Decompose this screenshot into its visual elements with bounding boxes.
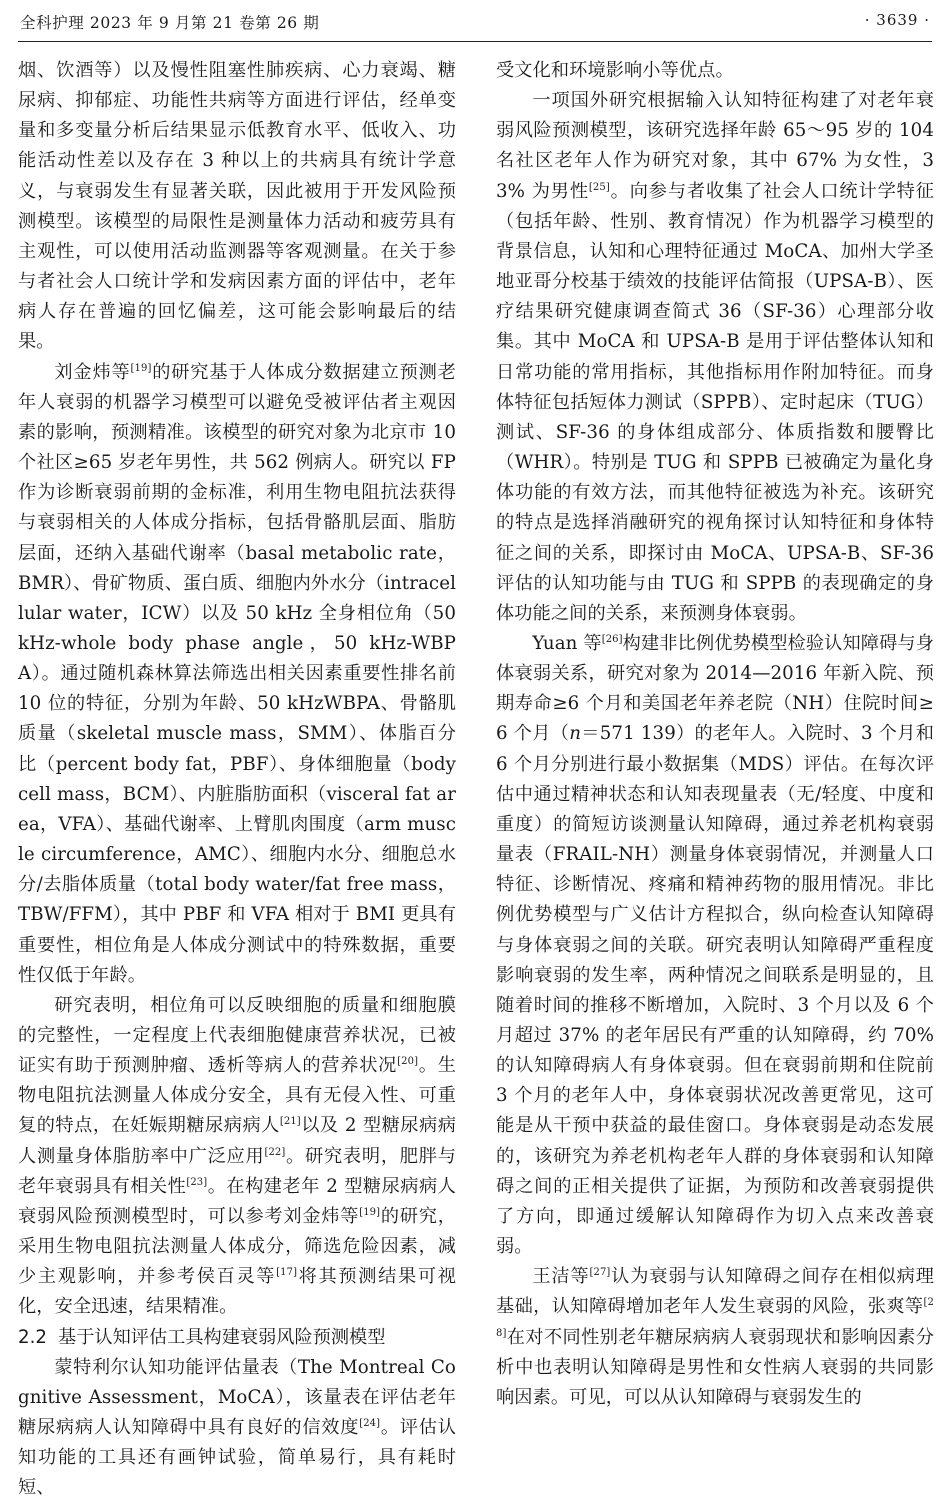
citation: [17] [276,1267,298,1279]
paragraph: Yuan 等[26]构建非比例优势模型检验认知障碍与身体衰弱关系，研究对象为 2014—2016 年新入院、预期寿命≥6 个月和美国老年养老院（NH）住院时间≥6 个月（n＝571 139）的老年人。入院时、3 个月和 6 个月分别进行最小数据集（MDS）评估。在每次评估中通过精神状态和认知表现量表（无/轻度、中度和重度）的简短访谈测量认知障碍，通过养老机构衰弱量表（FRAIL-NH）测量身体衰弱情况，并测量人口特征、诊断情况、疼痛和精神药物的服用情况。非比例优势模型与广义估计方程拟合，纵向检查认知障碍与身体衰弱之间的关联。研究表明认知障碍严重程度影响衰弱的发生率，两种情况之间联系是明显的，且随着时间的推移不断增加，入院时、3 个月以及 6 个月超过 37% 的老年居民有严重的认知障碍，约 70% 的认知障碍病人有身体衰弱。但在衰弱前期和住院前 3 个月的老年人中，身体衰弱状况改善更常见，这可能是从干预中获益的最佳窗口。身体衰弱是动态发展的，该研究为养老机构老年人群的身体衰弱和认知障碍之间的正相关提供了证据，为预防和改善衰弱提供了方向，即通过缓解认知障碍作为切入点来改善衰弱。 [496,632,935,1258]
section-title: 基于认知评估工具构建衰弱风险预测模型 [58,1326,386,1348]
citation: [27] [589,1267,611,1279]
citation: [20] [397,1056,419,1068]
citation: [23] [186,1176,208,1188]
citation: [21] [279,1116,301,1128]
page-number: · 3639 · [864,11,930,29]
paragraph: 蒙特利尔认知功能评估量表（The Montreal Cognitive Assessment，MoCA），该量表在评估老年糖尿病病人认知障碍中具有良好的信效度[24]。评估认知功能的工具还有画钟试验，简单易行，具有耗时短、 [18,1356,456,1499]
citation: [22] [264,1146,286,1158]
citation: [28] [496,1297,934,1339]
header-rule [18,41,932,42]
paragraph: 刘金炜等[19]的研究基于人体成分数据建立预测老年人衰弱的机器学习模型可以避免受被评估者主观因素的影响，预测精准。该模型的研究对象为北京市 10 个社区≥65 岁老年男性，共 562 例病人。研究以 FP 作为诊断衰弱前期的金标准，利用生物电阻抗法获得与衰弱相关的人体成分指标，包括骨骼肌层面、脂肪层面，还纳入基础代谢率（basal metabolic rate，BMR）、骨矿物质、蛋白质、细胞内外水分（intracellular water，ICW）以及 50 kHz 全身相位角（50 kHz-whole body phase angle，50 kHz-WBPA）。通过随机森林算法筛选出相关因素重要性排名前 10 位的特征，分别为年龄、50 kHzWBPA、骨骼肌质量（skeletal muscle mass，SMM）、体脂百分比（percent body fat，PBF）、身体细胞量（body cell mass，BCM）、内脏脂肪面积（visceral fat area，VFA）、基础代谢率、上臂肌肉围度（arm muscle circumference，AMC）、细胞内水分、细胞总水分/去脂体质量（total body water/fat free mass，TBW/FFM），其中 PBF 和 VFA 相对于 BMI 更具有重要性，相位角是人体成分测试中的特殊数据，重要性仅低于年龄。 [18,361,456,986]
right-column [496,56,934,1413]
paragraph: 烟、饮酒等）以及慢性阻塞性肺疾病、心力衰竭、糖尿病、抑郁症、功能性共病等方面进行评估，经单变量和多变量分析后结果显示低教育水平、低收入、功能活动性差以及存在 3 种以上的共病具有统计学意义，与衰弱发生有显著关联，因此被用于开发风险预测模型。该模型的局限性是测量体力活动和疲劳具有主观性，可以使用活动监测器等客观测量。在关于参与者社会人口统计学和发病因素方面的评估中，老年病人存在普遍的回忆偏差，这可能会影响最后的结果。 [18,60,456,353]
citation: [19] [130,362,152,374]
section-heading [18,1323,456,1353]
paragraph: 王洁等[27]认为衰弱与认知障碍之间存在相似病理基础，认知障碍增加老年人发生衰弱的风险，张爽等[28]在对不同性别老年糖尿病病人衰弱现状和影响因素分析中也表明认知障碍是男性和女性病人衰弱的共同影响因素。可见，可以从认知障碍与衰弱发生的 [496,1266,934,1408]
journal-info: 全科护理 2023 年 9 月第 21 卷第 26 期 [20,14,320,32]
section-number: 2.2 [18,1326,47,1348]
citation: [24] [359,1418,381,1430]
running-header [18,0,932,40]
paragraph: 研究表明，相位角可以反映细胞的质量和细胞膜的完整性，一定程度上代表细胞健康营养状况，已被证实有助于预测肿瘤、透析等病人的营养状况[20]。生物电阻抗法测量人体成分安全，具有无侵入性、可重复的特点，在妊娠期糖尿病病人[21]以及 2 型糖尿病病人测量身体脂肪率中广泛应用[22]。研究表明，肥胖与老年衰弱具有相关性[23]。在构建老年 2 型糖尿病病人衰弱风险预测模型时，可以参考刘金炜等[19]的研究，采用生物电阻抗法测量人体成分，筛选危险因素，减少主观影响，并参考侯百灵等[17]将其预测结果可视化，安全迅速，结果精准。 [18,994,456,1318]
citation: [26] [601,633,623,645]
paragraph: 受文化和环境影响小等优点。 [496,60,734,81]
citation: [25] [588,181,610,193]
left-column [18,56,456,1504]
citation: [19] [359,1206,381,1218]
paragraph: 一项国外研究根据输入认知特征构建了对老年衰弱风险预测模型，该研究选择年龄 65～95 岁的 104 名社区老年人作为研究对象，其中 67% 为女性，33% 为男性[25]。向参与者收集了社会人口统计学特征（包括年龄、性别、教育情况）作为机器学习模型的背景信息，认知和心理特征通过 MoCA、加州大学圣地亚哥分校基于绩效的技能评估简报（UPSA-B）、医疗结果研究健康调查简式 36（SF-36）心理部分收集。其中 MoCA 和 UPSA-B 是用于评估整体认知和日常功能的常用指标，其他指标用作附加特征。而身体特征包括短体力测试（SPPB）、定时起床（TUG）测试、SF-36 的身体组成部分、体质指数和腰臀比（WHR）。特别是 TUG 和 SPPB 已被确定为量化身体功能的有效方法，而其他特征被选为补充。该研究的特点是选择消融研究的视角探讨认知特征和身体特征之间的关系，即探讨由 MoCA、UPSA-B、SF-36 评估的认知功能与由 TUG 和 SPPB 的表现确定的身体功能之间的关系，来预测身体衰弱。 [496,90,934,624]
